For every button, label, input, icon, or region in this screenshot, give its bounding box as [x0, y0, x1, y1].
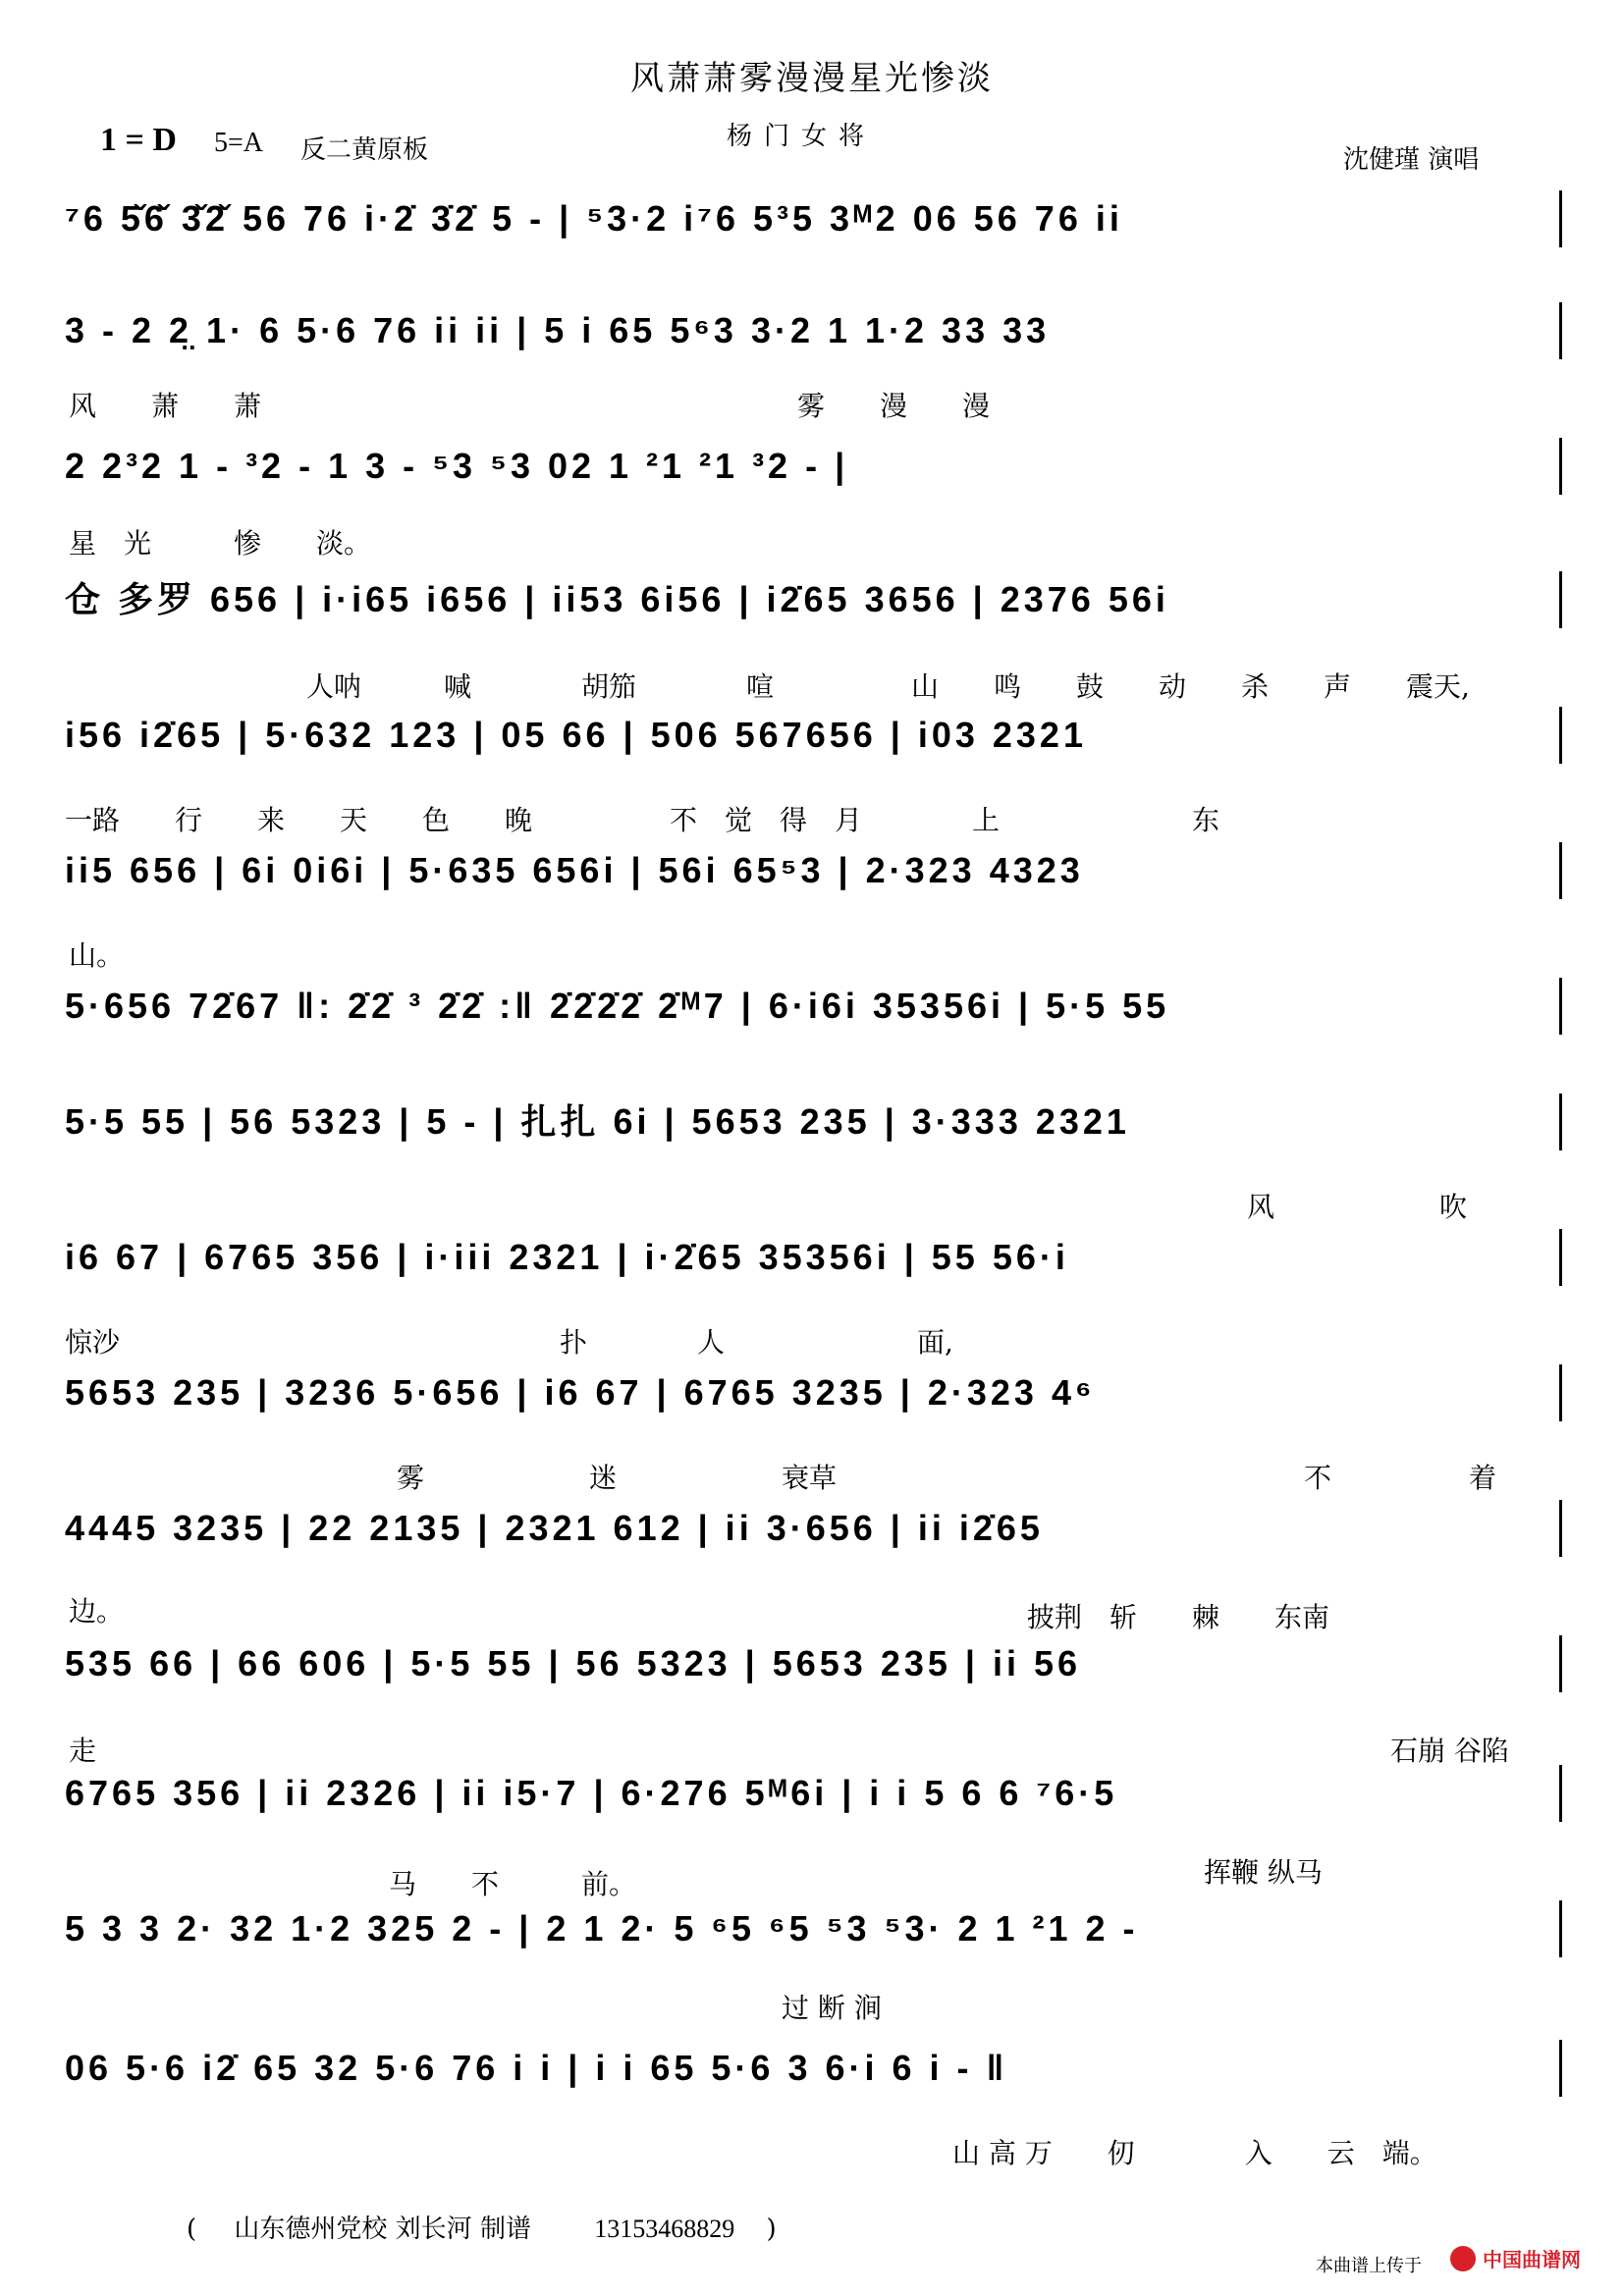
bar-line — [1559, 1229, 1562, 1286]
logo-text: 中国曲谱网 — [1483, 2248, 1581, 2271]
bar-line — [1559, 438, 1562, 495]
notation-line-2: 3 - 2 2̤ 1· 6 5·6 76 ii ii | 5 i 65 5⁶3 3·2 1 1·2 33 33 — [65, 310, 1051, 350]
notation-line-11: 4445 3235 | 22 2135 | 2321 612 | ii 3·656 | ii i2̇65 — [65, 1508, 1044, 1548]
notation-line-9: i6 67 | 6765 356 | i·iii 2321 | i·2̇65 35356i | 55 56·i — [65, 1237, 1069, 1277]
site-logo[interactable] — [1447, 2242, 1604, 2275]
notation-line-15: 06 5·6 i2̇ 65 32 5·6 76 i i | i i 65 5·6 3 6·i 6 i - ‖ — [65, 2048, 1008, 2088]
notation-line-8: 5·5 55 | 56 5323 | 5 - | 扎扎 6i | 5653 235 | 3·333 2321 — [65, 1101, 1130, 1142]
lyric: 马 不 前。 — [389, 1868, 637, 1900]
bar-line — [1559, 1500, 1562, 1557]
open-paren: ( — [187, 2215, 197, 2244]
lyric: 一路 行 来 天 色 晚 不 觉 得 月 上 东 — [65, 804, 1220, 836]
singer-credit: 沈健瑾 演唱 — [1343, 145, 1480, 175]
bar-line — [1559, 1094, 1562, 1150]
bar-line — [1559, 1900, 1562, 1957]
lyric: 披荆 斩 棘 东南 — [1027, 1601, 1330, 1633]
close-paren: ) — [766, 2215, 777, 2244]
lyric: 挥鞭 纵马 — [1204, 1856, 1323, 1889]
key-signature: 1 = D — [100, 122, 177, 158]
notation-line-10: 5653 235 | 3236 5·656 | i6 67 | 6765 3235 | 2·323 4⁶ — [65, 1372, 1096, 1413]
lyric: 边。 — [69, 1595, 125, 1628]
notation-line-4: 仓 多罗 656 | i·i65 i656 | ii53 6i56 | i2̇65 3656 | 2376 56i — [65, 579, 1169, 619]
lyric: 惊沙 扑 人 面, — [65, 1326, 953, 1359]
page-title: 风萧萧雾漫漫星光惨淡 — [630, 59, 994, 98]
lyric: 雾 迷 衰草 不 着 — [397, 1462, 1497, 1494]
opera-title: 杨门女将 — [727, 122, 877, 151]
transcriber-credit — [187, 2209, 777, 2245]
lyric: 风 吹 — [1247, 1191, 1468, 1223]
lyric: 过 断 涧 — [782, 1992, 882, 2024]
notation-line-6: ii5 656 | 6i 0i6i | 5·635 656i | 56i 65⁵3 | 2·323 4323 — [65, 850, 1084, 890]
bar-line — [1559, 571, 1562, 628]
bar-line — [1559, 707, 1562, 764]
bar-line — [1559, 1635, 1562, 1692]
lyric: 山。 — [69, 939, 125, 972]
bar-line — [1559, 302, 1562, 359]
lyric: 风 萧 萧 — [69, 390, 262, 422]
upload-note: 本曲谱上传于 — [1316, 2256, 1422, 2276]
lyric: 雾 漫 漫 — [797, 390, 991, 422]
lyric: 石崩 谷陷 — [1390, 1735, 1509, 1767]
notation-line-3: 2 2³2 1 - ³2 - 1 3 - ⁵3 ⁵3 02 1 ²1 ²1 ³2 - | — [65, 446, 849, 486]
notation-line-7: 5·656 72̇67 ‖: 2̇2̇ ³ 2̇2̇ :‖ 2̇2̇2̇2̇ 2̇ᴹ7 | 6·i6i 35356i | 5·5 55 — [65, 986, 1170, 1026]
bar-line — [1559, 1765, 1562, 1822]
bar-line — [1559, 978, 1562, 1035]
bar-line — [1559, 190, 1562, 247]
bar-line — [1559, 2040, 1562, 2097]
notation-line-12: 535 66 | 66 606 | 5·5 55 | 56 5323 | 5653 235 | ii 56 — [65, 1643, 1082, 1683]
lyric: 人呐 喊 胡笳 喧 山 鸣 鼓 动 杀 声 震天, — [306, 670, 1470, 703]
credit-org: 山东德州党校 刘长河 制谱 — [234, 2215, 531, 2244]
lyric: 山 高 万 仞 入 云 端。 — [952, 2137, 1437, 2169]
lyric: 走 — [69, 1735, 97, 1767]
notation-line-13: 6765 356 | ii 2326 | ii i5·7 | 6·276 5ᴹ6i | i i 5 6 6 ⁷6·5 — [65, 1773, 1118, 1813]
notation-line-1: ⁷6 5̌6̌ 3̌2̌ 56 76 i·2̇ 3̇2̇ 5 - | ⁵3·2 i⁷6 5³5 3ᴹ2 06 56 76 ii — [65, 198, 1123, 239]
bar-line — [1559, 842, 1562, 899]
notation-line-14: 5 3 3 2· 32 1·2 325 2 - | 2 1 2· 5 ⁶5 ⁶5 ⁵3 ⁵3· 2 1 ²1 2 - — [65, 1908, 1139, 1949]
lyric: 星 光 惨 淡。 — [69, 527, 372, 560]
banqiang-label: 反二黄原板 — [300, 135, 429, 165]
key-five-equals: 5=A — [214, 128, 264, 158]
bar-line — [1559, 1364, 1562, 1421]
notation-line-5: i56 i2̇65 | 5·632 123 | 05 66 | 506 567656 | i03 2321 — [65, 715, 1087, 755]
credit-phone: 13153468829 — [594, 2215, 735, 2243]
